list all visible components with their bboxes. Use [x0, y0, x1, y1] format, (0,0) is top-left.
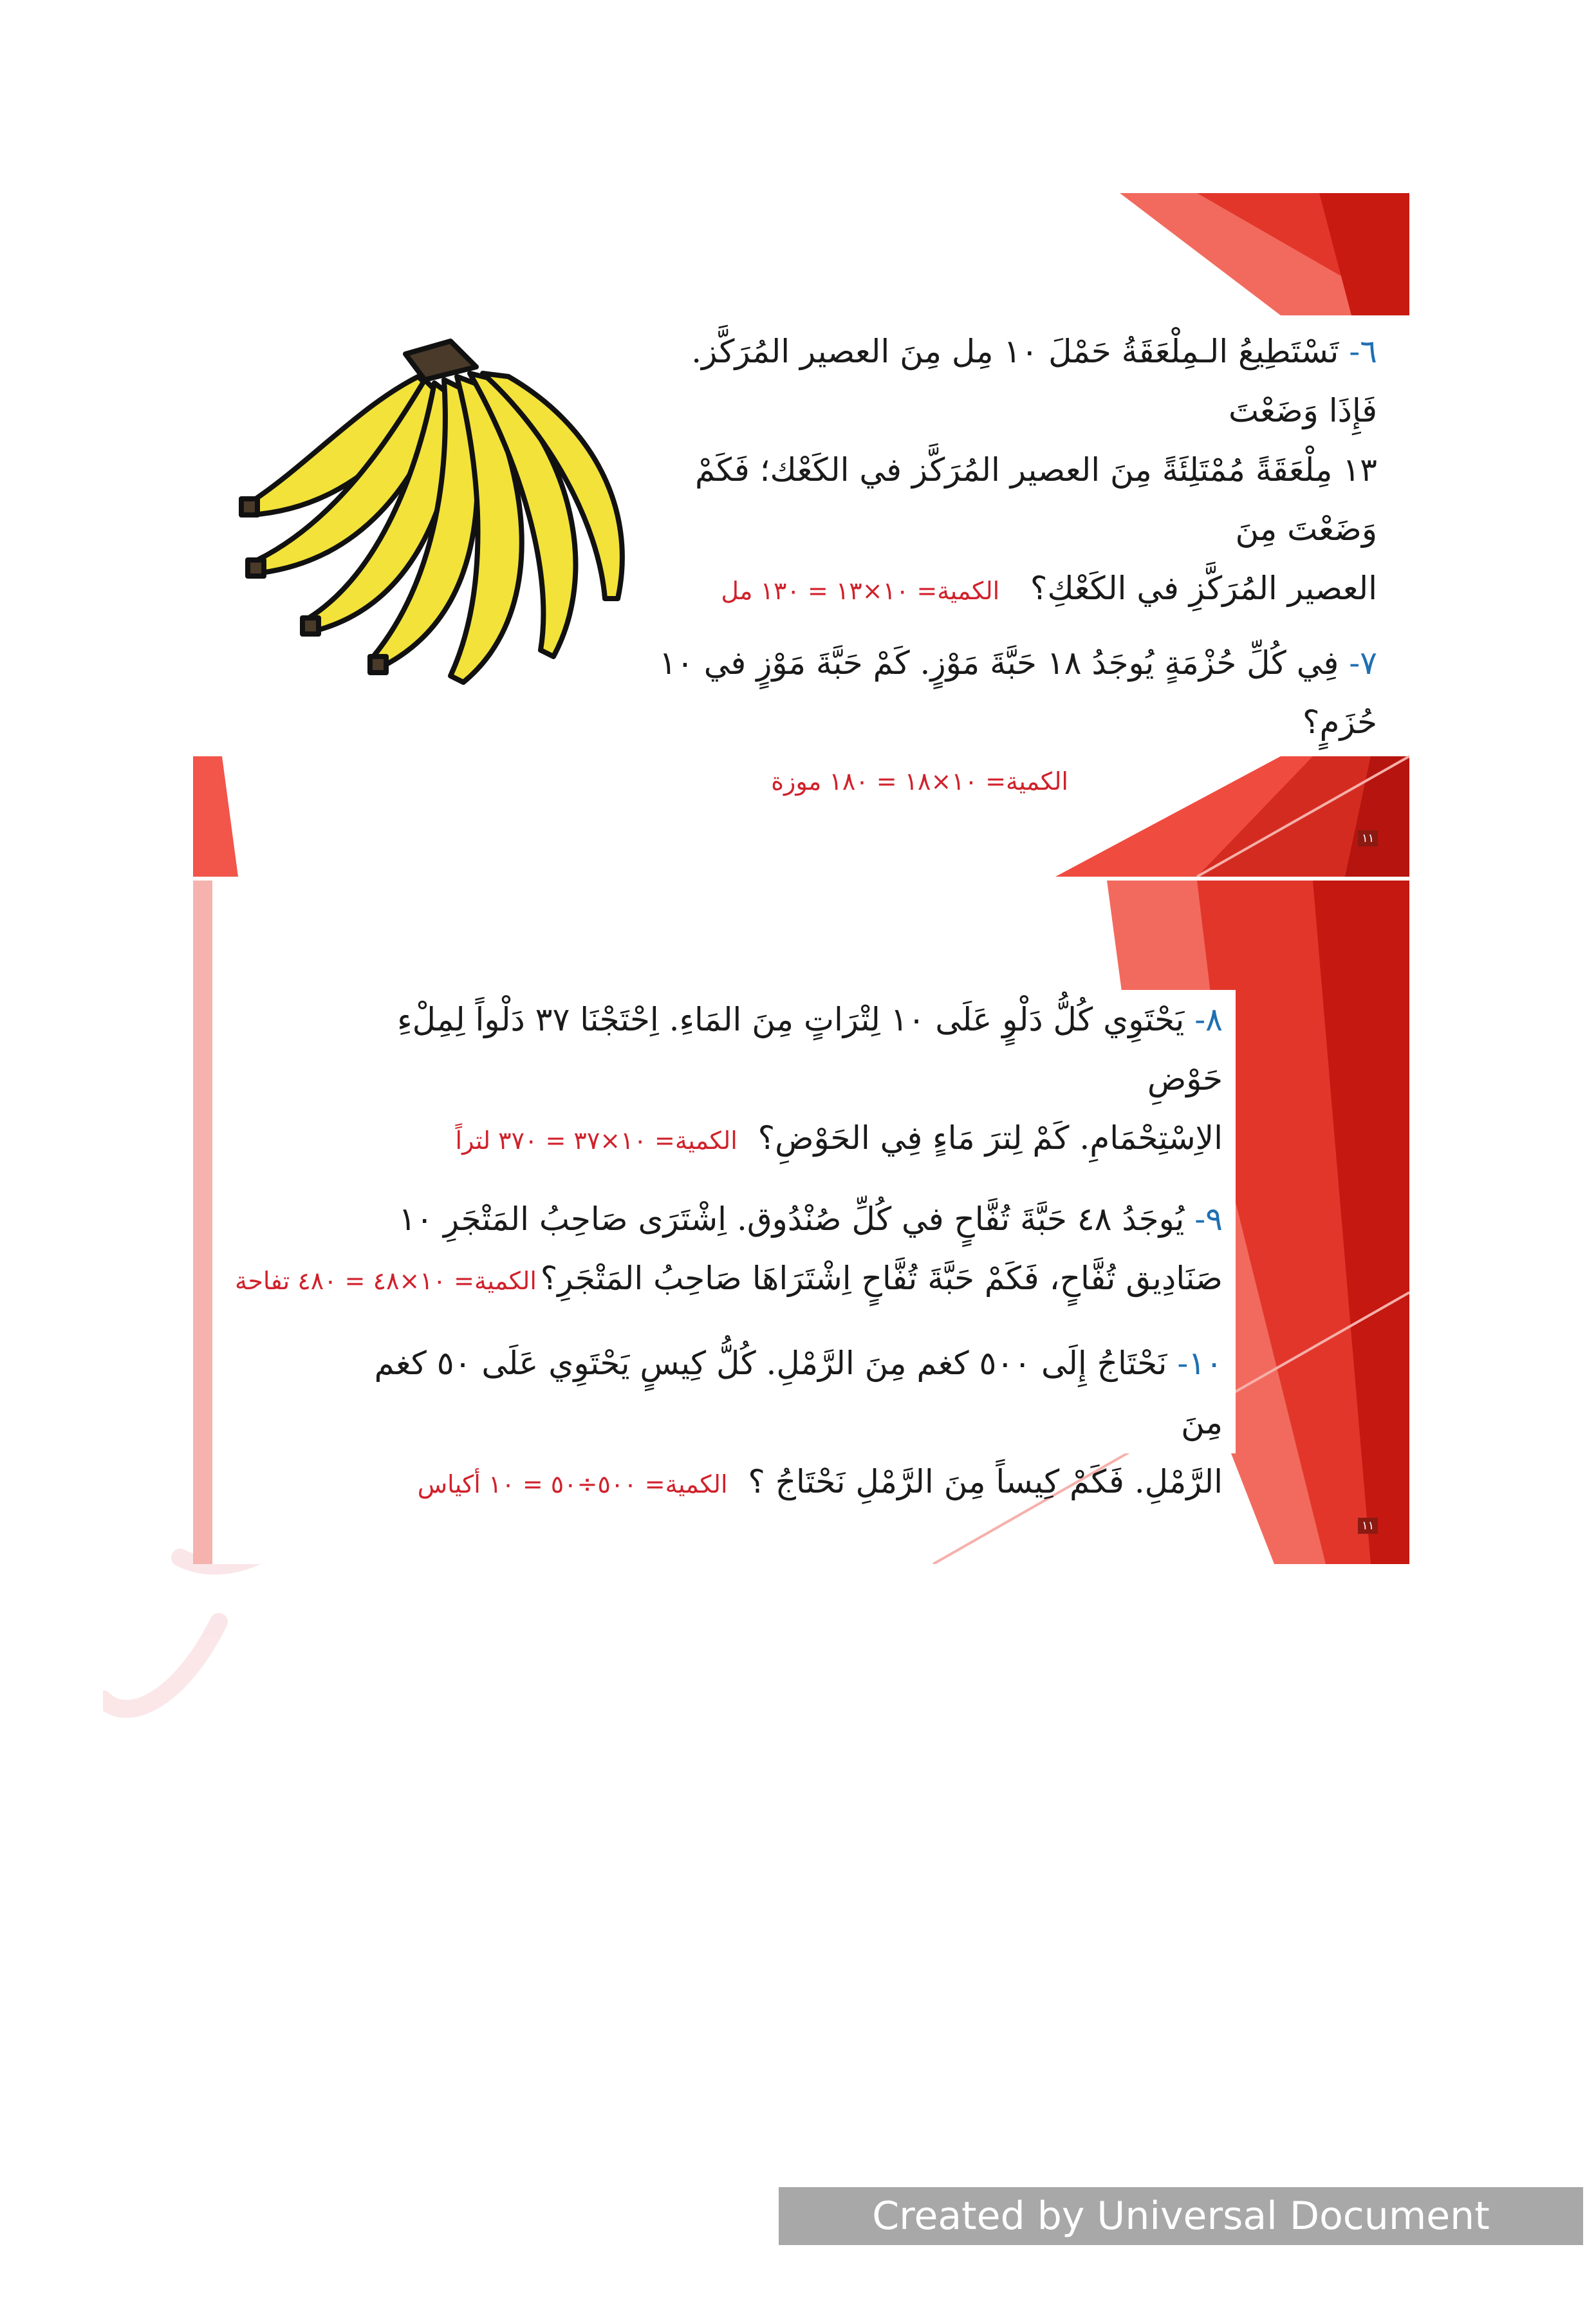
slide-questions-8-10	[193, 881, 1409, 1564]
question-7-number: ٧-	[1349, 644, 1377, 682]
question-panel-2	[354, 990, 1236, 1500]
slide-questions-6-7	[193, 193, 1409, 877]
question-9-answer: الكمية= ١٠×٤٨ = ٤٨٠ تفاحة	[235, 1267, 537, 1295]
question-8-line-2: الاِسْتِحْمَامِ. كَمْ لِترَ مَاءٍ فِي الحَوْضِ؟	[757, 1119, 1223, 1157]
slide-number: ١١	[1358, 1518, 1378, 1534]
question-7-answer: الكمية= ١٠×١٨ = ١٨٠ موزة	[771, 767, 1068, 796]
question-10-line-1: نَحْتَاجُ إِلَى ٥٠٠ كغم مِنَ الرَّمْلِ. كُلُّ كِيسٍ يَحْتَوِي عَلَى ٥٠ كغم مِنَ	[374, 1345, 1223, 1441]
question-6-line-2: ١٣ مِلْعَقَةً مُمْتَلِئَةً مِنَ العصير المُرَكَّز في الكَعْك؛ فَكَمْ وَضَعْتَ مِنَ	[694, 451, 1377, 548]
question-9-line-1: يُوجَدُ ٤٨ حَبَّةَ تُفَّاحٍ في كُلِّ صُنْدُوق. اِشْتَرَى صَاحِبُ المَتْجَرِ ١٠	[398, 1200, 1185, 1238]
converter-footer-banner: Created by Universal Document Converter	[779, 2187, 1583, 2245]
question-6-line-3: العصير المُرَكَّزِ في الكَعْكِ؟	[1030, 570, 1377, 607]
question-10-line-2: الرَّمْلِ. فَكَمْ كِيساً مِنَ الرَّمْلِ نَحْتَاجُ ؟	[748, 1463, 1223, 1500]
question-8-answer: الكمية= ١٠×٣٧ = ٣٧٠ لتراً	[455, 1126, 738, 1155]
question-10	[367, 1334, 1223, 1514]
question-6-line-1: تَسْتَطِيعُ الـمِلْعَقَةُ حَمْلَ ١٠ مِل مِنَ العصير المُرَكَّز. فَإِذَا وَضَعْتَ	[691, 333, 1377, 429]
question-10-answer: الكمية= ٥٠٠÷٥٠ = ١٠ أكياس	[417, 1470, 728, 1498]
slide-number: ١١	[1358, 830, 1378, 846]
question-8-line-1: يَحْتَوِي كُلُّ دَلْوٍ عَلَى ١٠ لِتْرَاتٍ مِنَ المَاءِ. اِحْتَجْنَا ٣٧ دَلْواً لِمِلْءِ حَوْضِ	[397, 1001, 1223, 1097]
question-panel-1	[637, 322, 1377, 796]
banana-bunch-illustration	[212, 315, 669, 753]
question-7-text: فِي كُلِّ حُزْمَةٍ يُوجَدُ ١٨ حَبَّةَ مَوْزٍ. كَمْ حَبَّةَ مَوْزٍ في ١٠ حُزَمٍ؟	[659, 644, 1377, 741]
question-9-line-2: صَنَادِيق تُفَّاحٍ، فَكَمْ حَبَّةَ تُفَّاحٍ اِشْتَرَاهَا صَاحِبُ المَتْجَرِ؟	[540, 1260, 1223, 1297]
question-8-number: ٨-	[1194, 1001, 1223, 1038]
question-8	[367, 990, 1223, 1170]
question-10-number: ١٠-	[1177, 1345, 1223, 1382]
question-9-number: ٩-	[1194, 1200, 1223, 1238]
question-6-number: ٦-	[1349, 333, 1377, 370]
question-6-answer: الكمية= ١٠×١٣ = ١٣٠ مل	[721, 577, 1000, 605]
question-6	[637, 322, 1377, 620]
question-7	[637, 633, 1377, 811]
